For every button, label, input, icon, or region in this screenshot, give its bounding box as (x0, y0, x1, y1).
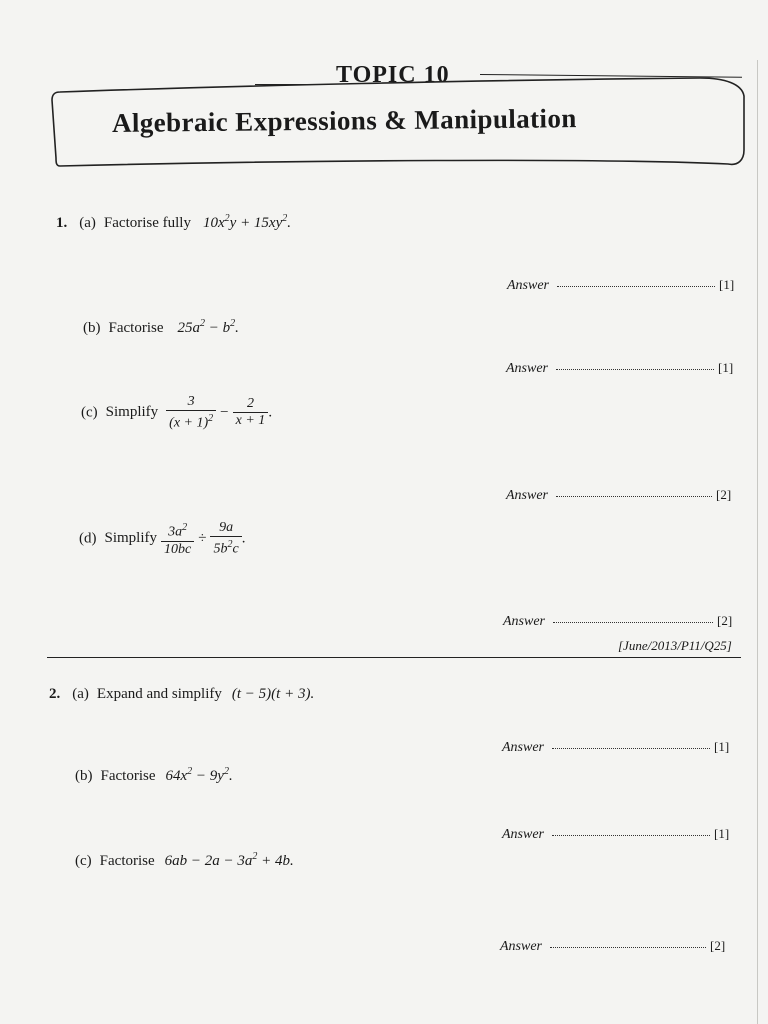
question-1 (56, 213, 291, 232)
marks: [2] (716, 487, 732, 502)
answer-label: Answer (506, 488, 548, 503)
question-text: Expand and simplify (96, 686, 222, 702)
answer-dots (552, 746, 710, 749)
answer-label: Answer (502, 827, 544, 842)
title-banner-frame (0, 0, 768, 180)
operator-divide: ÷ (198, 530, 207, 547)
marks: [1] (714, 826, 730, 841)
answer-line[interactable] (506, 359, 733, 377)
answer-dots (556, 494, 712, 497)
fraction: $\frac{2}{x + 1}$ (233, 396, 269, 429)
source-reference: [June/2013/P11/Q25] (618, 638, 732, 653)
question-number: 1. (56, 215, 68, 231)
question-1c: (c) Simplify $\frac{3}{(x + 1)^2}$ − $\frac{2}{x + 1}$ . (81, 394, 273, 431)
part-label: (c) (75, 853, 92, 869)
answer-label: Answer (503, 614, 545, 629)
marks: [2] (710, 938, 726, 953)
answer-dots (550, 945, 706, 948)
answer-dots (556, 367, 714, 370)
fraction: $\frac{3}{(x + 1)^2}$ (166, 394, 216, 432)
part-label: (c) (81, 404, 98, 421)
question-text: Simplify (104, 530, 158, 547)
fraction: $\frac{9a}{5b^2c}$ (210, 520, 241, 558)
part-label: (a) (72, 686, 89, 702)
marks: [1] (719, 277, 735, 292)
page-edge (757, 60, 758, 1024)
answer-label: Answer (502, 740, 544, 755)
part-label: (b) (75, 768, 93, 784)
answer-dots (552, 833, 710, 836)
answer-line[interactable] (507, 276, 734, 294)
answer-line[interactable] (503, 612, 732, 630)
answer-label: Answer (500, 939, 542, 954)
question-number: 2. (49, 686, 61, 702)
marks: [1] (714, 739, 730, 754)
answer-line[interactable] (502, 738, 729, 756)
answer-dots (557, 284, 715, 287)
math-expression: (t − 5)(t + 3). (231, 686, 315, 702)
question-text: Simplify (105, 404, 159, 421)
question-text: Factorise (99, 853, 155, 869)
operator-minus: − (220, 404, 229, 421)
question-2b (75, 766, 233, 785)
marks: [1] (718, 360, 734, 375)
answer-dots (553, 620, 713, 623)
part-label: (a) (79, 215, 96, 231)
chapter-title: Algebraic Expressions & Manipulation (111, 103, 577, 138)
math-expression: $64x^2 - 9y^2$. (165, 766, 233, 784)
fraction: $\frac{3a^2}{10bc}$ (161, 520, 194, 558)
marks: [2] (717, 613, 733, 628)
question-text: Factorise fully (103, 215, 191, 231)
answer-label: Answer (507, 278, 549, 293)
answer-line[interactable] (500, 937, 725, 955)
part-label: (b) (83, 320, 101, 336)
question-1d: (d) Simplify $\frac{3a^2}{10bc}$ ÷ $\frac{9a}{5b^2c}$ . (79, 520, 246, 557)
part-label: (d) (79, 530, 97, 547)
question-2 (49, 685, 314, 703)
question-text: Factorise (108, 320, 164, 336)
math-expression: $10x^2y + 15xy^2$. (202, 213, 292, 231)
question-1b (83, 318, 239, 337)
question-2c (75, 851, 294, 870)
math-expression: $6ab - 2a - 3a^2 + 4b$. (164, 851, 294, 869)
question-text: Factorise (100, 768, 156, 784)
answer-line[interactable] (502, 825, 729, 843)
answer-label: Answer (506, 361, 548, 376)
question-divider (47, 657, 741, 658)
answer-line[interactable] (506, 486, 731, 504)
topic-heading: TOPIC 10 (336, 62, 450, 88)
math-expression: $25a^2 - b^2$. (177, 318, 239, 336)
